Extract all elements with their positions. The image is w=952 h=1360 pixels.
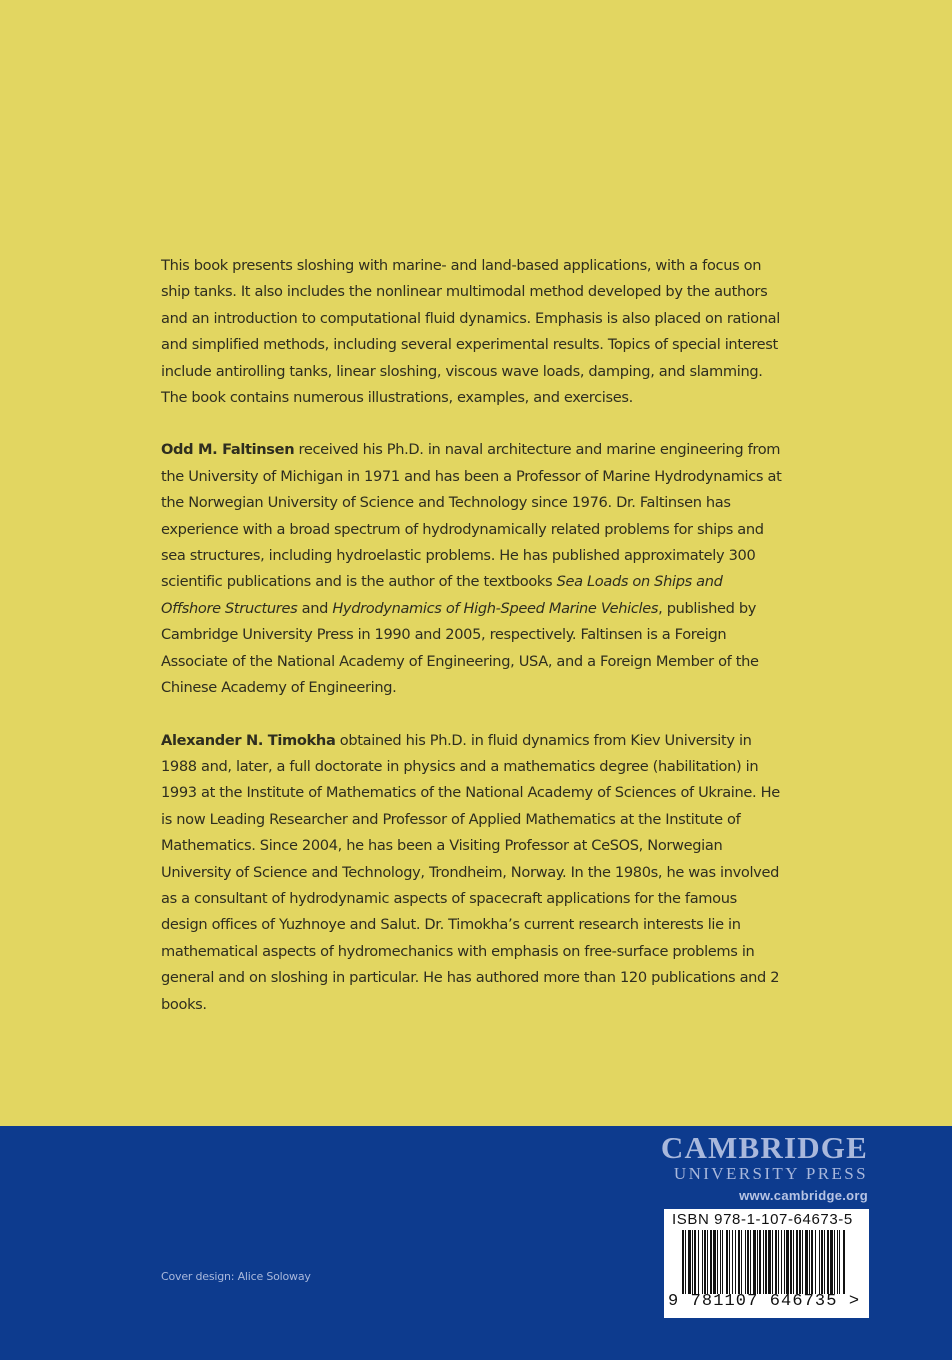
barcode-bar	[834, 1230, 835, 1294]
barcode-bar	[821, 1230, 823, 1294]
barcode-bar	[796, 1230, 798, 1294]
barcode-bar	[793, 1230, 794, 1294]
isbn-label: ISBN 978-1-107-64673-5	[672, 1211, 853, 1228]
barcode-bar	[738, 1230, 740, 1294]
author-name-timokha: Alexander N. Timokha	[161, 731, 336, 749]
barcode-bar	[824, 1230, 825, 1294]
barcode-bar	[750, 1230, 751, 1294]
barcode-digits: 9 781107 646735	[668, 1292, 838, 1311]
barcode-bar	[698, 1230, 699, 1294]
barcode-bar	[786, 1230, 789, 1294]
barcode-bar	[778, 1230, 779, 1294]
barcode-bar	[830, 1230, 833, 1294]
barcode-bar	[759, 1230, 761, 1294]
barcode-bar	[702, 1230, 703, 1294]
barcode-bar	[688, 1230, 691, 1294]
barcode-bar	[843, 1230, 845, 1294]
barcode-bar	[784, 1230, 785, 1294]
barcode-bar	[819, 1230, 820, 1294]
barcode-bar	[692, 1230, 693, 1294]
barcode-bar	[745, 1230, 746, 1294]
barcode-bar	[815, 1230, 816, 1294]
barcode-bar	[765, 1230, 767, 1294]
barcode-bar	[720, 1230, 721, 1294]
bio-text: and	[297, 599, 333, 617]
barcode-bar	[694, 1230, 696, 1294]
barcode-bar	[802, 1230, 803, 1294]
barcode-bar	[837, 1230, 838, 1294]
barcode-bar	[732, 1230, 733, 1294]
barcode-bar	[717, 1230, 718, 1294]
barcode-bar	[775, 1230, 777, 1294]
publisher-name: CAMBRIDGE	[660, 1130, 868, 1165]
barcode-bar	[781, 1230, 782, 1294]
barcode-bar	[811, 1230, 813, 1294]
barcode-bar	[799, 1230, 801, 1294]
barcode-bar	[763, 1230, 764, 1294]
publisher-subtitle: UNIVERSITY PRESS	[673, 1164, 868, 1183]
barcode-bar	[809, 1230, 810, 1294]
barcode-bar	[704, 1230, 706, 1294]
barcode-bar	[790, 1230, 792, 1294]
isbn-digits	[668, 1293, 865, 1311]
barcode-bars	[668, 1230, 848, 1294]
publisher-logo	[661, 1132, 868, 1203]
barcode-bar	[772, 1230, 773, 1294]
author-name-faltinsen: Odd M. Faltinsen	[161, 441, 295, 459]
barcode-bar	[722, 1230, 723, 1294]
bio-text: received his Ph.D. in naval architecture and marine engineering from the University of Michigan in 1971 and has been a Professor of Marine Hydrodynamics at the Norwegian University of Science and Technology since 1976. Dr. Faltinsen has experience with a broad spectrum of hydrodynamically related problems for ships and sea structures, including hydroelastic problems. He has published approximately 300 scientific publications and is the author of the textbooks	[161, 441, 782, 591]
publisher-website: www.cambridge.org	[739, 1188, 868, 1203]
barcode-bar	[682, 1230, 684, 1294]
barcode-bar	[729, 1230, 730, 1294]
barcode-bar	[741, 1230, 742, 1294]
barcode-bar	[839, 1230, 840, 1294]
barcode-bar	[707, 1230, 708, 1294]
isbn-barcode	[664, 1209, 869, 1318]
barcode-bar	[747, 1230, 749, 1294]
barcode-bar	[753, 1230, 756, 1294]
barcode-bar	[726, 1230, 728, 1294]
book-title: Sea Loads on Ships and Offshore Structures	[161, 573, 723, 617]
barcode-bar	[710, 1230, 712, 1294]
barcode-bar	[805, 1230, 808, 1294]
book-description: This book presents sloshing with marine- and land-based applications, with a focus on ship tanks. It also includes the nonlinear multimodal method developed by the authors and an introduction to computational fluid dynamics. Emphasis is also placed on rational and simplified methods, including several experimental results. Topics of special interest include antirolling tanks, linear sloshing, viscous wave loads, damping, and slamming. The book contains numerous illustrations, examples, and exercises.	[161, 257, 780, 407]
back-cover-text	[161, 253, 785, 1044]
book-title: Hydrodynamics of High-Speed Marine Vehicles	[332, 599, 659, 617]
barcode-bar	[685, 1230, 686, 1294]
barcode-bar	[827, 1230, 829, 1294]
author-bio-faltinsen	[161, 437, 785, 701]
barcode-bar	[735, 1230, 736, 1294]
bio-text: , published by Cambridge University Press in 1990 and 2005, respectively. Faltinsen is a Foreign Associate of the National Academy of Engineering, USA, and a Foreign Member of the Chinese Academy of Engineering.	[161, 599, 759, 697]
bio-text: obtained his Ph.D. in fluid dynamics from Kiev University in 1988 and, later, a full doctorate in physics and a mathematics degree (habilitation) in 1993 at the Institute of Mathematics of the National Academy of Sciences of Ukraine. He is now Leading Researcher and Professor of Applied Mathematics at the Institute of Mathematics. Since 2004, he has been a Visiting Professor at CeSOS, Norwegian University of Science and Technology, Trondheim, Norway. In the 1980s, he was involved as a consultant of hydrodynamic aspects of spacecraft applications for the famous design offices of Yuzhnoye and Salut. Dr. Timokha’s current research interests lie in mathematical aspects of hydromechanics with emphasis on free-surface problems in general and on sloshing in particular. He has authored more than 120 publications and 2 books.	[161, 731, 780, 1013]
barcode-arrow: >	[848, 1292, 861, 1311]
barcode-bar	[757, 1230, 758, 1294]
author-bio-timokha	[161, 728, 785, 1018]
barcode-bar	[768, 1230, 771, 1294]
cover-design-credit: Cover design: Alice Soloway	[161, 1270, 311, 1283]
barcode-bar	[713, 1230, 716, 1294]
